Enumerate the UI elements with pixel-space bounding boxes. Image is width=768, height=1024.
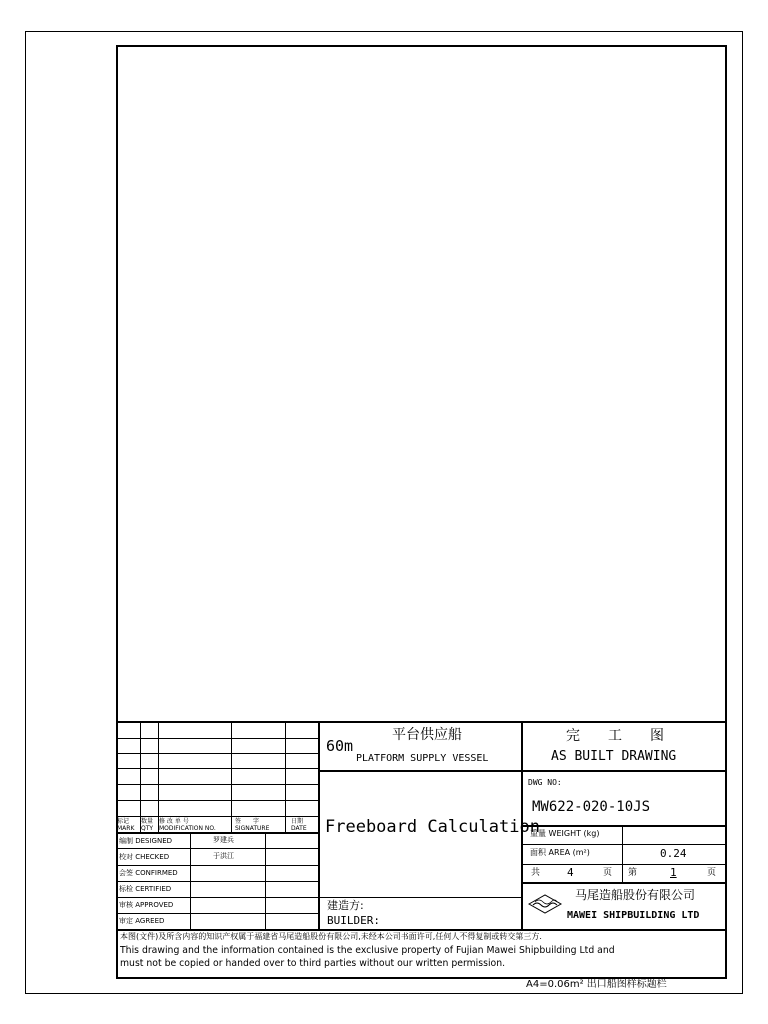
signoff-role-agreed: 审定 AGREED	[119, 917, 165, 925]
builder-label-cn: 建造方:	[327, 899, 364, 912]
drawing-title: Freeboard Calculation	[325, 817, 540, 837]
signoff-role-checked: 校对 CHECKED	[119, 853, 170, 861]
company-name-cn: 马尾造船股份有限公司	[575, 888, 696, 902]
page-number-label: 第	[628, 868, 638, 878]
signoff-name-checked: 于洪江	[213, 852, 234, 860]
builder-label-en: BUILDER:	[327, 914, 380, 927]
vessel-name-en: PLATFORM SUPPLY VESSEL	[356, 753, 489, 764]
company-name-en: MAWEI SHIPBUILDING LTD	[567, 910, 700, 921]
page-number-unit: 页	[707, 868, 717, 878]
area-label: 面积 AREA (m²)	[530, 848, 590, 857]
page-number-value: 1	[670, 866, 677, 879]
signoff-role-confirmed: 会签 CONFIRMED	[119, 869, 178, 877]
weight-label: 重量 WEIGHT (kg)	[530, 829, 600, 838]
header-date: 日期 DATE	[291, 818, 307, 832]
vessel-size: 60m	[326, 737, 354, 755]
notice-en-line1: This drawing and the information contained is the exclusive property of Fujian Mawei Shipbuilding Ltd and	[120, 945, 615, 956]
dwg-no-value: MW622-020-10JS	[532, 799, 651, 815]
dwg-no-label: DWG NO:	[528, 778, 562, 787]
signoff-name-designed: 罗建兵	[213, 836, 234, 844]
header-modification: 修 改 单 号 MODIFICATION NO.	[159, 818, 216, 832]
notice-en-line2: must not be copied or handed over to third parties without our written permission.	[120, 958, 506, 969]
footer-note: A4=0.06m² 出口船图样标题栏	[526, 979, 667, 990]
status-cn: 完 工 图	[566, 728, 664, 744]
header-signature: 签 字 SIGNATURE	[235, 818, 270, 832]
signoff-role-certified: 标检 CERTIFIED	[119, 885, 172, 893]
area-value: 0.24	[660, 847, 687, 860]
header-qty: 数量 QTY	[141, 818, 154, 832]
total-pages-unit: 页	[603, 868, 613, 878]
status-en: AS BUILT DRAWING	[551, 749, 677, 764]
header-mark: 标记 MARK	[117, 818, 135, 832]
total-pages-value: 4	[567, 866, 574, 879]
mawei-wave-logo-icon	[527, 893, 563, 915]
total-pages-label: 共	[531, 868, 541, 878]
signoff-role-designed: 编制 DESIGNED	[119, 837, 173, 845]
notice-cn: 本图(文件)及所含内容的知识产权属于福建省马尾造船股份有限公司,未经本公司书面许可,任何人不得复制或转交第三方.	[120, 932, 542, 941]
vessel-name-cn: 平台供应船	[392, 727, 462, 743]
signoff-role-approved: 审核 APPROVED	[119, 901, 174, 909]
